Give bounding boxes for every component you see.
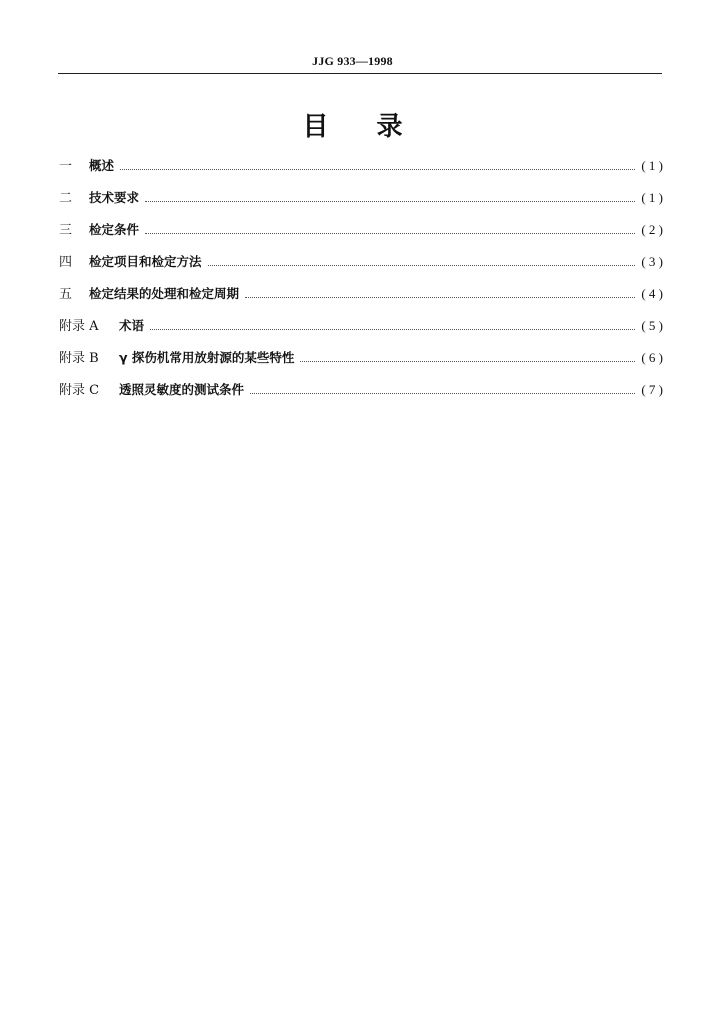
standard-code: JJG 933—1998 <box>312 54 393 68</box>
toc-entry[interactable] <box>59 283 663 315</box>
toc-page-number: ( 5 ) <box>641 318 663 333</box>
toc-number: 附录 B <box>59 351 99 366</box>
toc-label: 检定结果的处理和检定周期 <box>89 286 240 301</box>
toc-page-number: ( 3 ) <box>641 254 663 269</box>
toc-entry[interactable] <box>59 187 663 219</box>
toc-page-number: ( 1 ) <box>641 158 663 173</box>
header-rule <box>58 73 662 74</box>
table-of-contents <box>59 155 663 411</box>
toc-number: 附录 C <box>59 383 100 398</box>
toc-leader-dots <box>145 201 635 202</box>
toc-page-number: ( 6 ) <box>641 350 663 365</box>
toc-number: 五 <box>59 287 73 302</box>
toc-leader-dots <box>245 297 635 298</box>
toc-number: 二 <box>59 191 73 206</box>
toc-number: 三 <box>59 223 73 238</box>
toc-label: 术语 <box>119 318 145 333</box>
toc-entry[interactable] <box>59 347 663 379</box>
page-title: 目录 <box>302 112 451 142</box>
toc-label: 检定条件 <box>89 222 140 237</box>
toc-page-number: ( 2 ) <box>641 222 663 237</box>
toc-leader-dots <box>120 169 635 170</box>
toc-label: 概述 <box>89 158 115 173</box>
toc-entry[interactable] <box>59 315 663 347</box>
toc-leader-dots <box>250 393 635 394</box>
toc-number: 一 <box>59 159 73 174</box>
toc-entry[interactable] <box>59 251 663 283</box>
toc-leader-dots <box>145 233 635 234</box>
toc-entry[interactable] <box>59 155 663 187</box>
toc-label: 检定项目和检定方法 <box>89 254 202 269</box>
toc-page-number: ( 4 ) <box>641 286 663 301</box>
toc-number: 四 <box>59 255 73 270</box>
toc-entry[interactable] <box>59 379 663 411</box>
toc-number: 附录 A <box>59 319 99 334</box>
toc-leader-dots <box>300 361 635 362</box>
toc-entry[interactable] <box>59 219 663 251</box>
toc-leader-dots <box>208 265 636 266</box>
toc-leader-dots <box>150 329 635 330</box>
toc-label: γ 探伤机常用放射源的某些特性 <box>119 350 295 365</box>
toc-label: 技术要求 <box>89 190 140 205</box>
toc-page-number: ( 7 ) <box>641 382 663 397</box>
toc-label: 透照灵敏度的测试条件 <box>119 382 245 397</box>
toc-page-number: ( 1 ) <box>641 190 663 205</box>
